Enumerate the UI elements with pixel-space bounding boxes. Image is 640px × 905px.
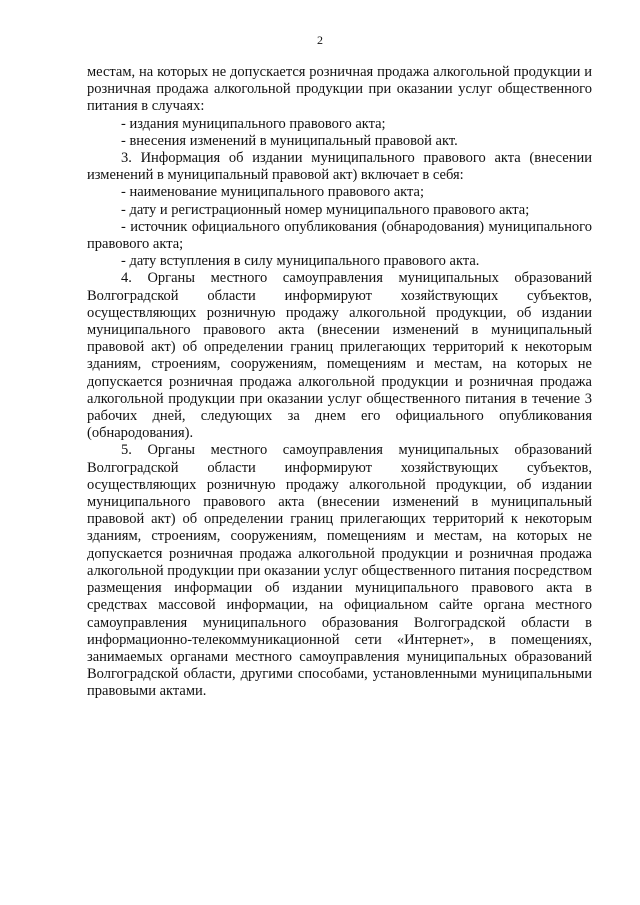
paragraph-continuation: местам, на которых не допускается розничная продажа алкогольной продукции и розничная продажа алкогольной продукции при оказании услуг общественного питания в случаях: (87, 64, 592, 115)
list-item-effective-date: - дату вступления в силу муниципального правового акта. (121, 253, 480, 270)
paragraph-item-3: 3. Информация об издании муниципального правового акта (внесении изменений в муниципальный правовой акт) включает в себя: (87, 150, 592, 184)
list-item-amendment: - внесения изменений в муниципальный правовой акт. (121, 132, 458, 149)
list-item-act-name: - наименование муниципального правового акта; (121, 184, 424, 201)
list-item-act-date-number: - дату и регистрационный номер муниципального правового акта; (121, 201, 530, 218)
paragraph-item-5: 5. Органы местного самоуправления муниципальных образований Волгоградской области информируют хозяйствующих субъектов, осуществляющих розничную продажу алкогольной продукции, об издании муниципального правового акта (внесении изменений в муниципальный правовой акт) об определении границ прилегающих территорий к некоторым зданиям, строениям, сооружениям, помещениям и местам, на которых не допускается розничная продажа алкогольной продукции и розничная продажа алкогольной продукции при оказании услуг общественного питания посредством размещения информации об издании муниципального правового акта в средствах массовой информации, на официальном сайте органа местного самоуправления муниципального образования Волгоградской области в информационно-телекоммуникационной сети «Интернет», в помещениях, занимаемых органами местного самоуправления муниципальных образований Волгоградской области, другими способами, установленными муниципальными правовыми актами. (87, 442, 592, 700)
paragraph-item-4: 4. Органы местного самоуправления муниципальных образований Волгоградской области информируют хозяйствующих субъектов, осуществляющих розничную продажу алкогольной продукции, об издании муниципального правового акта (внесении изменений в муниципальный правовой акт) об определении границ прилегающих территорий к некоторым зданиям, строениям, сооружениям, помещениям и местам, на которых не допускается розничная продажа алкогольной продукции и розничная продажа алкогольной продукции при оказании услуг общественного питания в течение 3 рабочих дней, следующих за днем его официального опубликования (обнародования). (87, 270, 592, 442)
document-body (87, 64, 592, 701)
page-number: 2 (317, 33, 323, 47)
list-item-publication-source: - источник официального опубликования (обнародования) муниципального правового акта; (87, 218, 592, 253)
list-item-issuance: - издания муниципального правового акта; (121, 115, 386, 132)
